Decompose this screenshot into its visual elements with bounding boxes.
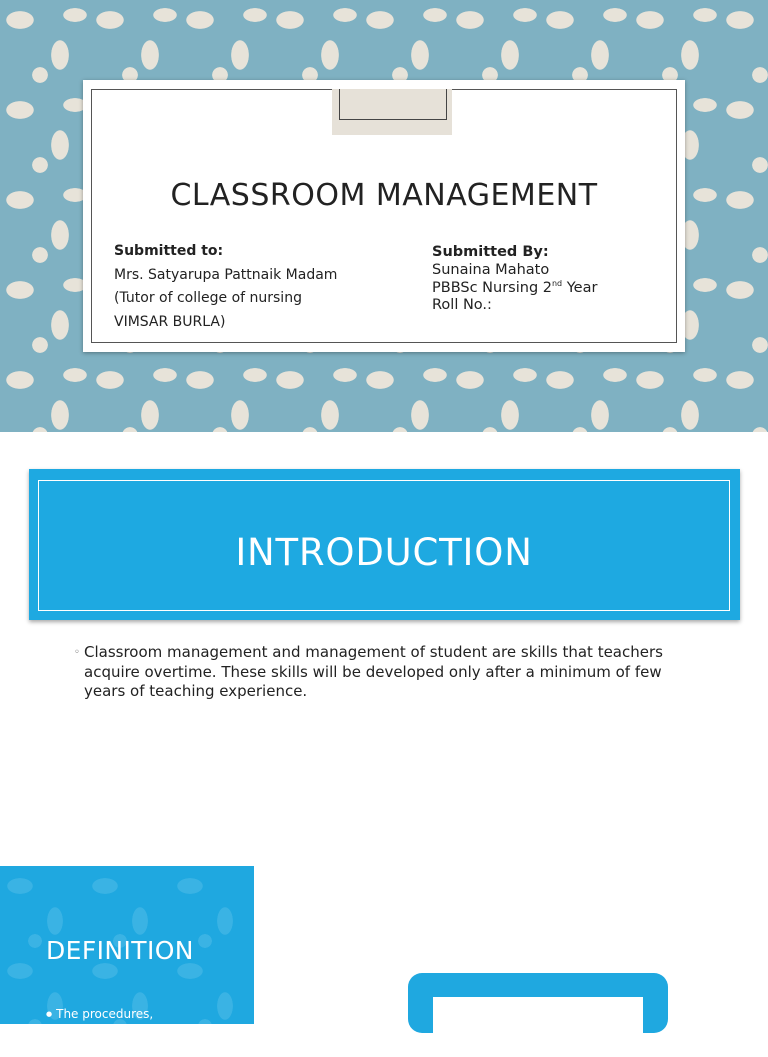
definition-panel <box>0 866 254 1024</box>
introduction-banner <box>29 469 740 620</box>
course-suffix: Year <box>562 279 598 296</box>
bullet-icon: ● <box>46 1010 53 1018</box>
submitted-to-label: Submitted to: <box>114 243 224 259</box>
course-prefix: PBBSc Nursing 2 <box>432 279 552 296</box>
submitted-to-line: VIMSAR BURLA) <box>114 313 226 330</box>
submitted-by-label: Submitted By: <box>432 244 549 260</box>
definition-title: DEFINITION <box>46 936 194 965</box>
title-card <box>83 80 685 352</box>
submitted-by-block <box>432 243 597 315</box>
roll-number: Roll No.: <box>432 297 492 313</box>
card-tab-decoration <box>332 89 452 135</box>
introduction-bullet <box>74 643 674 702</box>
card-tab-inner <box>339 89 447 120</box>
introduction-text: Classroom management and management of student are skills that teachers acquire overtime. These skills will be developed only after a minimum of few years of teaching experience. <box>84 643 663 700</box>
presentation-title: CLASSROOM MANAGEMENT <box>170 178 598 213</box>
submitted-to-line: (Tutor of college of nursing <box>114 290 302 306</box>
definition-bullet <box>46 1007 153 1021</box>
title-slide <box>0 0 768 432</box>
definition-text: The procedures, <box>56 1007 154 1021</box>
introduction-title: INTRODUCTION <box>235 531 533 574</box>
submitter-name: Sunaina Mahato <box>432 262 550 278</box>
introduction-banner-frame <box>38 480 730 611</box>
submitted-to-line: Mrs. Satyarupa Pattnaik Madam <box>114 266 338 283</box>
hollow-bullet-icon: ◦ <box>74 647 80 658</box>
submitter-course <box>432 280 597 298</box>
tablet-screen <box>433 997 643 1057</box>
title-card-frame <box>91 89 677 343</box>
tablet-illustration <box>408 973 668 1033</box>
submitted-to-block <box>114 240 337 334</box>
course-ordinal: nd <box>551 278 563 288</box>
